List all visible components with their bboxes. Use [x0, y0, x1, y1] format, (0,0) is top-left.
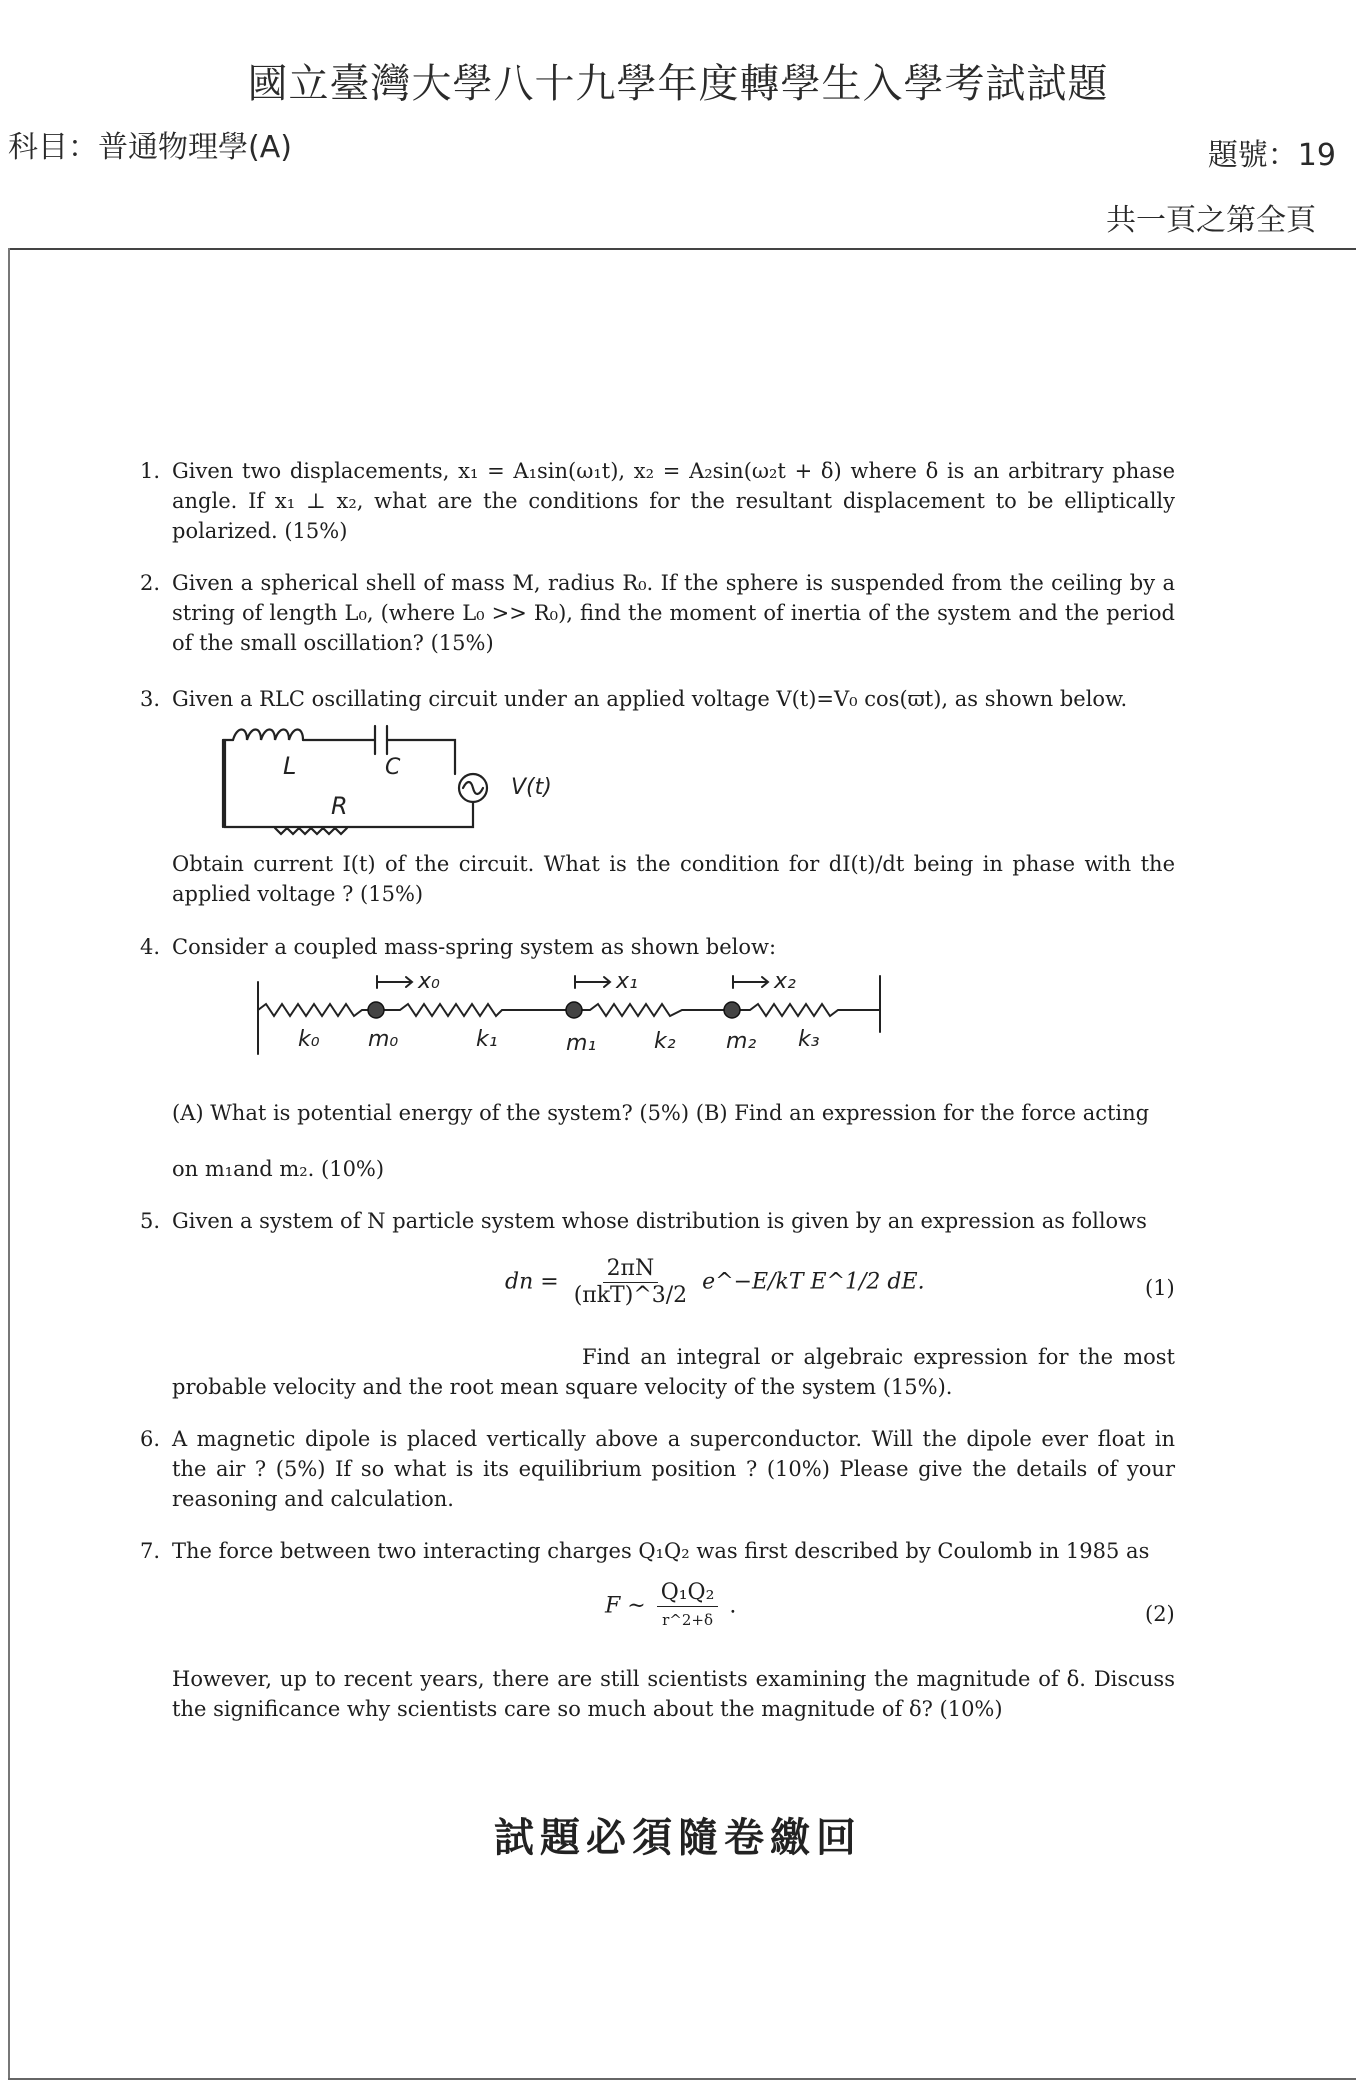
- spring-label-m1: m₁: [566, 1031, 597, 1056]
- question-6: [140, 1424, 1175, 1514]
- rlc-circuit-diagram: [215, 722, 595, 847]
- equation-2-fraction: [657, 1580, 719, 1633]
- spring-system-diagram: [250, 962, 890, 1058]
- question-text-4b: (A) What is potential energy of the system? (5%) (B) Find an expression for the force acting: [172, 1101, 1150, 1125]
- question-text-4c: on m₁and m₂. (10%): [172, 1157, 385, 1181]
- spring-label-x1: x₁: [616, 969, 638, 994]
- question-number-3: 3.: [140, 687, 161, 711]
- circuit-label-c: C: [385, 755, 401, 780]
- equation-1-fraction: [570, 1256, 691, 1309]
- subject-label: 科目：普通物理學(A): [8, 130, 292, 165]
- spring-label-x0: x₀: [418, 969, 440, 994]
- question-text-4: Consider a coupled mass-spring system as shown below:: [172, 935, 777, 959]
- question-number-4: 4.: [140, 935, 161, 959]
- equation-2-tail: .: [729, 1593, 737, 1619]
- circuit-label-r: R: [331, 792, 348, 820]
- spring-label-m2: m₂: [726, 1029, 757, 1054]
- question-7: [140, 1536, 1175, 1566]
- equation-1-tail: e^−E/kT E^1/2 dE.: [702, 1269, 925, 1295]
- page-count: 共一頁之第全頁: [1106, 203, 1316, 238]
- question-1: [140, 456, 1175, 546]
- exam-title: 國立臺灣大學八十九學年度轉學生入學考試試題: [247, 61, 1109, 107]
- return-notice: 試題必須隨卷繳回: [494, 1814, 862, 1861]
- question-text-2: Given a spherical shell of mass M, radius R₀. If the sphere is suspended from the ceiling by a string of length L₀, (where L₀ >> R₀), find the moment of inertia of the system and the period of the small oscillation? (15%): [172, 571, 1175, 655]
- question-5: [140, 1206, 1175, 1236]
- question-number-7: 7.: [140, 1539, 161, 1563]
- equation-2-lhs: F ~: [605, 1593, 646, 1619]
- question-text-3: Given a RLC oscillating circuit under an applied voltage V(t)=V₀ cos(ϖt), as shown below.: [172, 687, 1128, 711]
- question-3: [140, 684, 1175, 714]
- spring-label-k2: k₂: [654, 1029, 676, 1054]
- question-4-part-a: [140, 1098, 1175, 1128]
- equation-2-denominator: r^2+δ: [662, 1611, 713, 1629]
- header-rule: [8, 248, 1356, 250]
- spring-label-k0: k₀: [298, 1027, 320, 1052]
- question-number-6: 6.: [140, 1427, 161, 1451]
- equation-2-tag: (2): [1145, 1602, 1175, 1626]
- question-text-1: Given two displacements, x₁ = A₁sin(ω₁t), x₂ = A₂sin(ω₂t + δ) where δ is an arbitrary phase angle. If x₁ ⊥ x₂, what are the conditions for the resultant displacement to be elliptically polarized. (15%): [172, 459, 1175, 543]
- spring-label-x2: x₂: [774, 969, 796, 994]
- question-7-follow: [140, 1664, 1175, 1724]
- spring-label-k3: k₃: [798, 1027, 820, 1052]
- question-5-follow: [140, 1342, 1175, 1402]
- bottom-rule: [8, 2078, 1356, 2080]
- circuit-label-l: L: [283, 752, 297, 780]
- equation-2-numerator: Q₁Q₂: [657, 1580, 719, 1607]
- spring-label-k1: k₁: [476, 1027, 498, 1052]
- left-margin-rule: [8, 248, 10, 2078]
- circuit-label-v: V(t): [511, 775, 552, 800]
- question-text-5b: Find an integral or algebraic expression for the most probable velocity and the root mean square velocity of the system (15%).: [172, 1345, 1175, 1399]
- spring-label-m0: m₀: [368, 1027, 399, 1052]
- question-number-1: 1.: [140, 459, 161, 483]
- question-text-3b: Obtain current I(t) of the circuit. What is the condition for dI(t)/dt being in phase with the applied voltage ? (15%): [172, 852, 1175, 906]
- equation-1: [505, 1256, 925, 1309]
- equation-2: [605, 1580, 736, 1633]
- question-text-6: A magnetic dipole is placed vertically above a superconductor. Will the dipole ever float in the air ? (5%) If so what is its equilibrium position ? (10%) Please give the details of your reasoning and calculation.: [172, 1427, 1175, 1511]
- question-number-5: 5.: [140, 1209, 161, 1233]
- question-4: [140, 932, 1175, 962]
- question-3-follow: [140, 849, 1175, 909]
- equation-1-denominator: (πkT)^3/2: [573, 1283, 688, 1308]
- question-number: 題號：19: [1207, 138, 1336, 173]
- question-4-part-b: [140, 1154, 1175, 1184]
- equation-1-lhs: dn =: [505, 1269, 559, 1295]
- equation-1-numerator: 2πN: [603, 1256, 659, 1283]
- question-number-2: 2.: [140, 571, 161, 595]
- question-text-7: The force between two interacting charges Q₁Q₂ was first described by Coulomb in 1985 as: [172, 1539, 1150, 1563]
- question-text-5: Given a system of N particle system whose distribution is given by an expression as follows: [172, 1209, 1147, 1233]
- equation-1-tag: (1): [1145, 1276, 1175, 1300]
- question-2: [140, 568, 1175, 658]
- question-text-7b: However, up to recent years, there are still scientists examining the magnitude of δ. Discuss the significance why scientists care so much about the magnitude of δ? (10%): [172, 1667, 1175, 1721]
